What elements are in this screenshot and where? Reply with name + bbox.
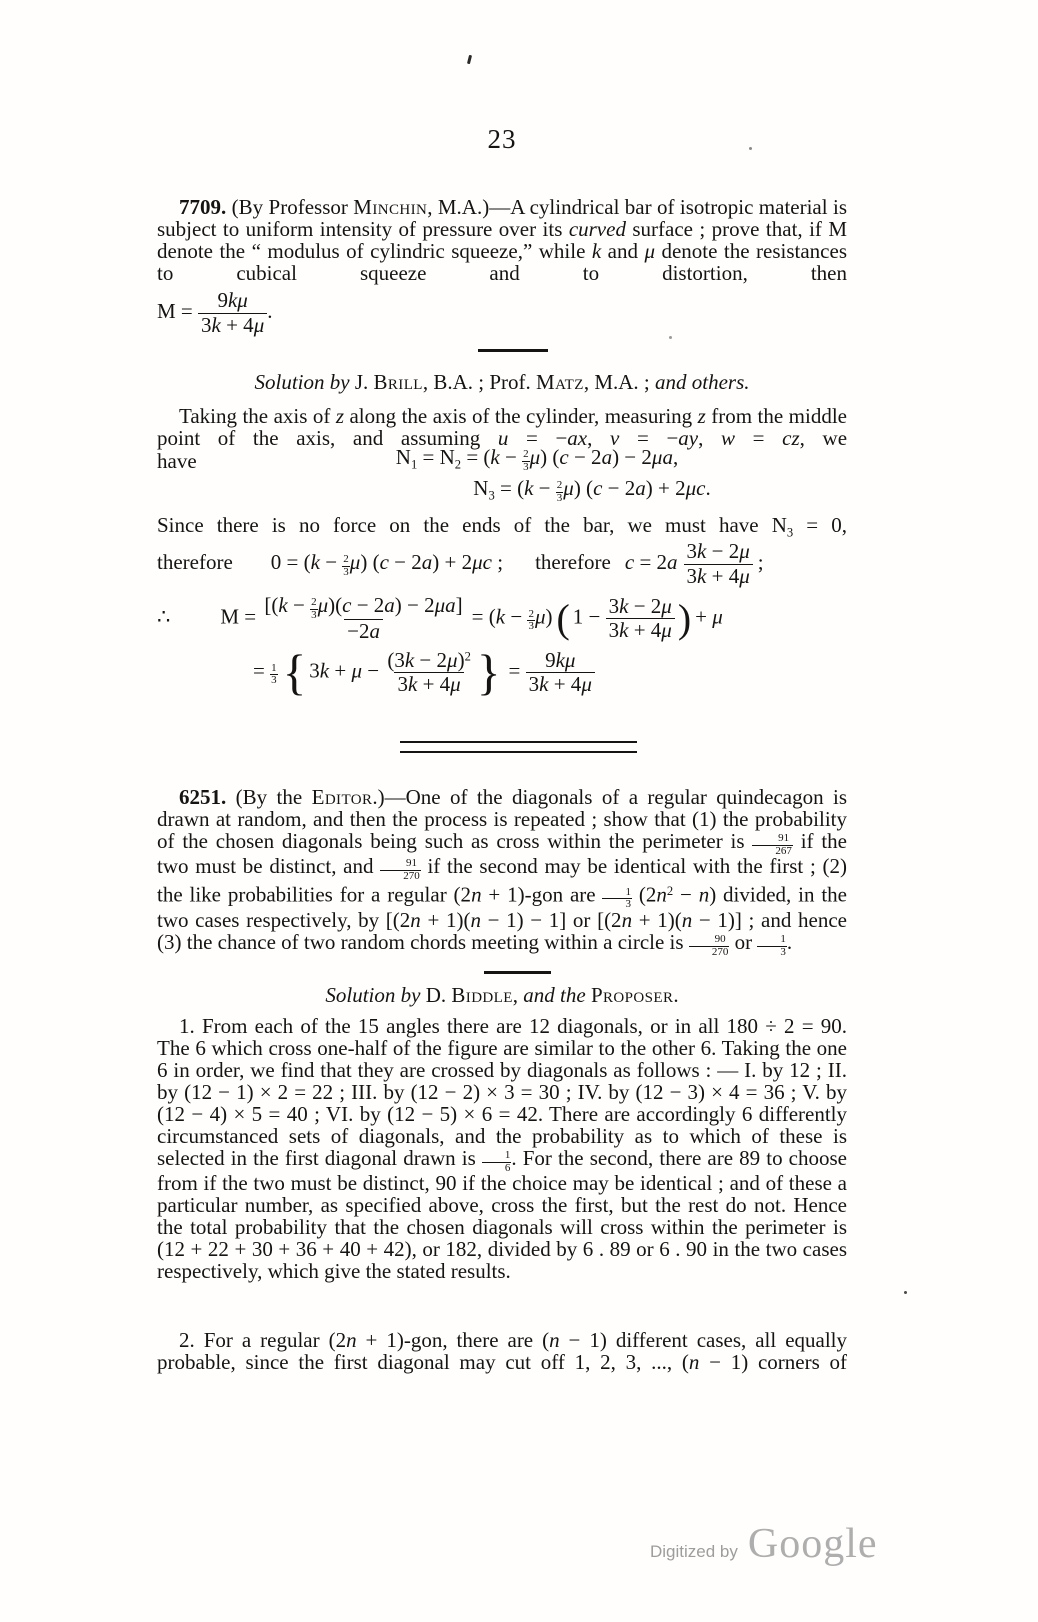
- word-have: have: [157, 448, 197, 473]
- problem-6251-statement: 6251. (By the Editor.)—One of the diagonals of a regular quindecagon is drawn at random, and then the process is repeated ; show that (1) the probability of the chosen diagonals being such as cross within the perimeter is $\frac{91}{267}$ if the two must be distinct, and $\frac{91}{270}$ if the second may be identical with the first ; (2) the like probabilities for a regular (2n + 1)-gon are $\frac{1}{3}$ $(2n^2 - n)$ divided, in the two cases respectively, by [(2n + 1)(n − 1) − 1] or [(2n + 1)(n − 1)] ; and hence (3) the chance of two random chords meeting within a circle is $\frac{90}{270}$ or $\frac{1}{3}$ .: [157, 785, 848, 958]
- page-number: 23: [487, 124, 517, 154]
- solution-divider-6251: [484, 971, 551, 974]
- equation-n1-n2-body: $N_1 = N_2 = (k$ − $\frac{2}{3}$ μ) (c − 2a) − 2μa,: [395, 445, 679, 473]
- equation-modulus-derivation: ∴ M = [(k − $\frac{2}{3}$ μ)(c − 2a) − 2μa] −2a = (k − $\frac{2}{3}$ μ) ( 1 − $\frac{3k - 2\mu}{3k + 4\mu}$ ) + μ: [157, 593, 723, 644]
- problem-7709-statement: 7709. (By Professor Minchin, M.A.)—A cylindrical bar of isotropic material is subject to uniform intensity of pressure over its curved surface ; prove that, if M denote the “ modulus of cylindric squeeze,” while k and μ denote the resistances to cubical squeeze and to distortion, then: [157, 195, 847, 285]
- equation-n3: $N_3 = (k$ − $\frac{2}{3}$ μ) (c − 2a) + 2μc.: [473, 476, 711, 504]
- equation-therefore: therefore 0 = (k − $\frac{2}{3}$ μ) (c − 2a) + 2μc ; therefore c = 2a $\frac{3k - 2\mu}{3k + 4\mu}$ ;: [157, 539, 764, 588]
- solution-6251-part2: 2. For a regular (2n + 1)-gon, there are (n − 1) different cases, all equally probable, since the first diagonal may cut off 1, 2, 3, ..., (n − 1) corners of: [157, 1328, 847, 1374]
- equation-modulus-definition: M = $\frac{9k\mu}{3k + 4\mu}$ .: [157, 288, 273, 337]
- digitized-by-label: Digitized by: [650, 1542, 738, 1561]
- solution-6251-part1: 1. From each of the 15 angles there are 12 diagonals, or in all 180 ÷ 2 = 90. The 6 which cross one-half of the figure are similar to the other 6. Taking the one 6 in order, we find that they are crossed by diagonals as follows : — I. by 12 ; II. by (12 − 1) × 2 = 22 ; III. by (12 − 2) × 3 = 30 ; IV. by (12 − 3) × 4 = 36 ; V. by (12 − 4) × 5 = 40 ; VI. by (12 − 5) × 6 = 42. There are accordingly 6 differently circumstanced sets of diagonals, and the probability as to which of these is selected in the first diagonal drawn is $\frac{1}{6}$ . For the second, there are 89 to choose from if the two must be distinct, 90 if the choice may be identical ; and of these a particular number, as specified above, cross the first, but the rest do not. Hence the total probability that the chosen diagonals will cross within the perimeter is (12 + 22 + 30 + 36 + 40 + 42), or 182, divided by 6 . 89 or 6 . 90 in the two cases respectively, which give the stated results.: [157, 1014, 847, 1284]
- problems-divider: [400, 741, 637, 753]
- solution-divider-7709: [478, 349, 548, 352]
- scan-speck: [904, 1291, 907, 1294]
- solution-6251-byline: Solution by D. Biddle, and the Proposer.: [325, 983, 679, 1007]
- equation-final-result: = $\frac{1}{3}$ { 3k + μ − $\frac{(3k - 2\mu)^2}{3k + 4\mu}$ } = $\frac{9k\mu}{3k + 4\mu}$: [157, 648, 847, 697]
- solution-7709-byline: Solution by J. Brill, B.A. ; Prof. Matz, M.A. ; and others.: [254, 370, 750, 394]
- paragraph-no-force: Since there is no force on the ends of the bar, we must have $N_3 = 0$,: [157, 513, 847, 540]
- solution-7709-intro: Taking the axis of z along the axis of the cylinder, measuring z from the middle point of the axis, and assuming u = −ax, v = −ay, w = cz, we: [157, 404, 848, 450]
- scan-tick-mark: [467, 55, 472, 64]
- watermark: [650, 1521, 878, 1567]
- google-logo: Google: [747, 1521, 878, 1567]
- equation-n1-n2: [157, 446, 847, 475]
